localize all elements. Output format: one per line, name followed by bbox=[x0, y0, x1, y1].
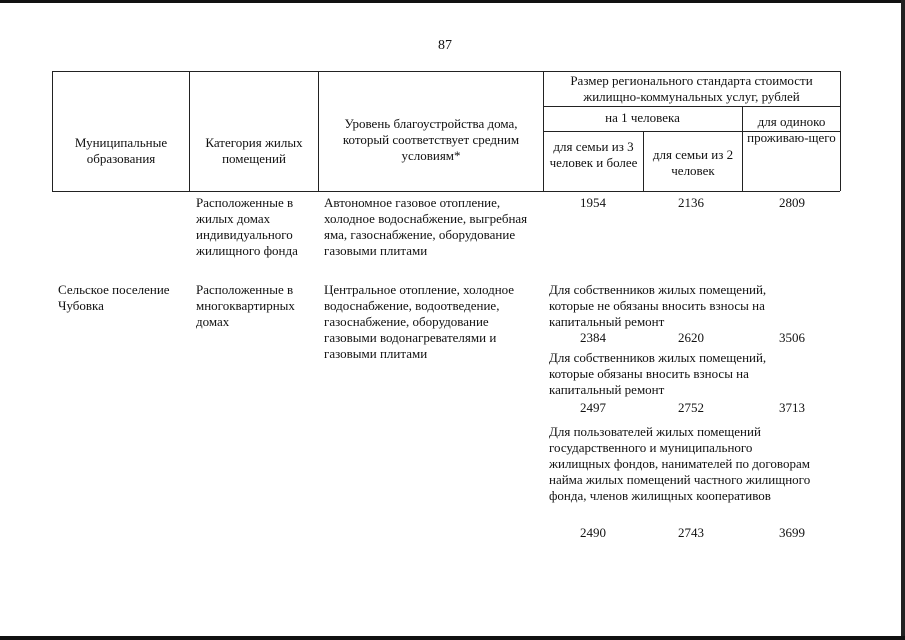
value-cell: 2384 bbox=[580, 330, 606, 345]
value-cell: 3506 bbox=[779, 330, 805, 345]
level-individual: Автономное газовое отопление, холодное водоснабжение, выгребная яма, газоснабжение, оборудование газовыми плитами bbox=[324, 195, 528, 258]
header-level: Уровень благоустройства дома, который соответствует средним условиям* bbox=[342, 116, 520, 163]
level-apartment: Центральное отопление, холодное водоснабжение, водоотведение, газоснабжение, оборудование газовыми водонагревателями и газовыми плитами bbox=[324, 282, 515, 361]
page-right-edge bbox=[901, 0, 905, 640]
category-apartment: Расположенные в многоквартирных домах bbox=[196, 282, 295, 329]
page-bottom-edge bbox=[0, 636, 905, 640]
header-family-2: для семьи из 2 человек bbox=[652, 147, 734, 178]
header-per-person: на 1 человека bbox=[605, 110, 680, 125]
value-cell: 2620 bbox=[678, 330, 704, 345]
header-municipalities: Муниципальные образования bbox=[74, 135, 168, 166]
value-cell: 2497 bbox=[580, 400, 606, 415]
page-number: 87 bbox=[438, 38, 452, 53]
page-top-edge bbox=[0, 0, 905, 3]
category-individual: Расположенные в жилых домах индивидуального жилищного фонда bbox=[196, 195, 298, 258]
group-note: Для пользователей жилых помещений государственного и муниципального жилищных фондов, нанимателей по договорам найма жилых помещений частного жилищного фонда, членов жилищных кооперативов bbox=[549, 424, 811, 503]
group-note: Для собственников жилых помещений, которые не обязаны вносить взносы на капитальный ремонт bbox=[549, 282, 767, 329]
header-family-3: для семьи из 3 человек и более bbox=[549, 139, 638, 170]
value-cell: 2809 bbox=[779, 195, 805, 210]
row-municipality: Сельское поселение Чубовка bbox=[58, 282, 170, 313]
value-cell: 1954 bbox=[580, 195, 606, 210]
header-category: Категория жилых помещений bbox=[205, 135, 303, 166]
header-standard-size: Размер регионального стандарта стоимости жилищно-коммунальных услуг, рублей bbox=[570, 73, 813, 104]
value-cell: 2743 bbox=[678, 525, 704, 540]
value-cell: 3699 bbox=[779, 525, 805, 540]
header-single: для одиноко проживаю-щего bbox=[747, 114, 836, 145]
value-cell: 2752 bbox=[678, 400, 704, 415]
value-cell: 3713 bbox=[779, 400, 805, 415]
value-cell: 2490 bbox=[580, 525, 606, 540]
value-cell: 2136 bbox=[678, 195, 704, 210]
group-note: Для собственников жилых помещений, которые обязаны вносить взносы на капитальный ремонт bbox=[549, 350, 767, 397]
